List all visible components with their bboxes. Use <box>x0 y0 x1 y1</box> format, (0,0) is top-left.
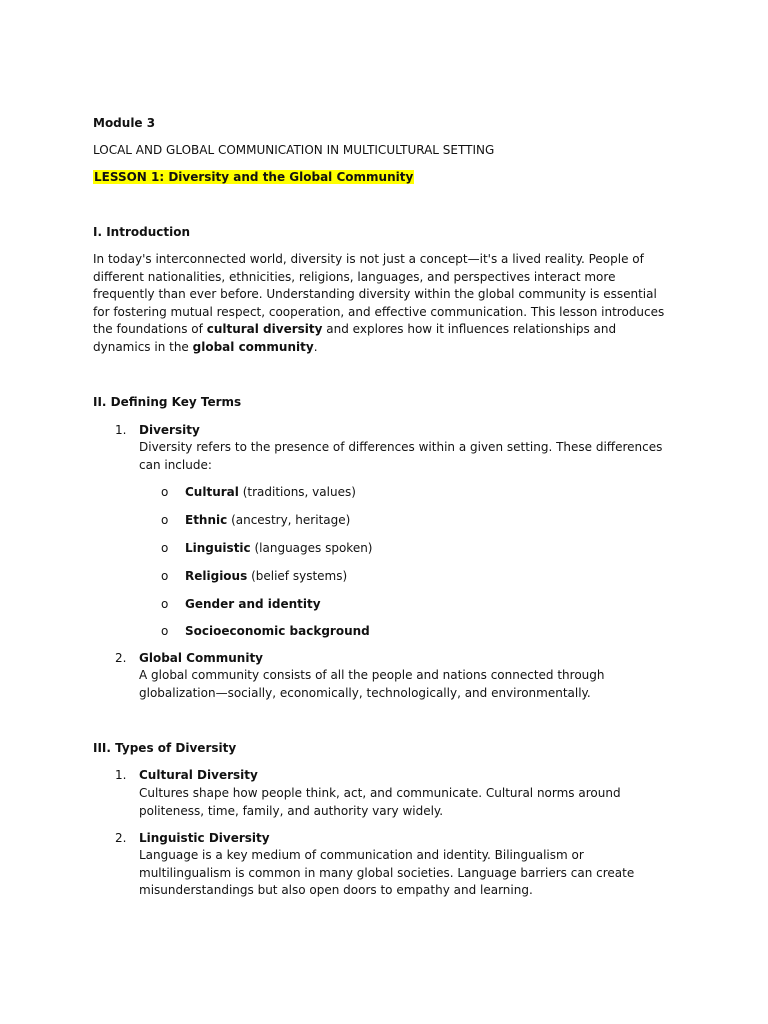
type-title-cultural: Cultural Diversity <box>139 768 258 782</box>
bullet-bold: Gender and identity <box>185 597 321 611</box>
bullet-marker: o <box>161 513 169 527</box>
list-number: 1. <box>115 423 127 437</box>
list-item <box>185 596 321 614</box>
type-title-linguistic: Linguistic Diversity <box>139 831 270 845</box>
intro-text-3: . <box>313 339 318 354</box>
course-title: LOCAL AND GLOBAL COMMUNICATION IN MULTICULTURAL SETTING <box>93 143 495 157</box>
lesson-title <box>93 169 414 187</box>
intro-text-1: In today's interconnected world, diversity is not just a concept—it's a lived reality. People of different nationalities, ethnicities, religions, languages, and perspectives interact more frequently than ever before. Understanding diversity within the global community is essential for fostering mutual respect, cooperation, and effective communication. This lesson introduces the foundations of <box>93 252 665 336</box>
type-body-cultural: Cultures shape how people think, act, and communicate. Cultural norms around politeness, time, family, and authority vary widely. <box>139 786 621 818</box>
list-item <box>185 484 356 502</box>
bullet-marker: o <box>161 541 169 555</box>
intro-bold-1: cultural diversity <box>206 322 323 336</box>
types-heading: III. Types of Diversity <box>93 741 237 755</box>
list-item <box>185 512 350 530</box>
intro-heading: I. Introduction <box>93 225 190 239</box>
list-number: 1. <box>115 768 127 782</box>
list-item <box>185 568 347 586</box>
type-body-linguistic: Language is a key medium of communication and identity. Bilingualism or multilingualism is common in many global societies. Language barriers can create misunderstandings but also open doors to empathy and learning. <box>139 848 635 897</box>
bullet-bold: Religious <box>185 569 248 583</box>
bullet-rest: (ancestry, heritage) <box>227 513 351 527</box>
bullet-bold: Cultural <box>185 485 239 499</box>
list-number: 2. <box>115 831 127 845</box>
bullet-bold: Ethnic <box>185 513 228 527</box>
bullet-rest: (belief systems) <box>247 569 348 583</box>
bullet-marker: o <box>161 597 169 611</box>
intro-text-2: and explores how it influences relationships and dynamics in the <box>93 322 617 354</box>
bullet-marker: o <box>161 624 169 638</box>
bullet-rest: (languages spoken) <box>250 541 373 555</box>
term-title-diversity: Diversity <box>139 423 200 437</box>
key-terms-heading: II. Defining Key Terms <box>93 395 242 409</box>
list-item <box>185 540 373 558</box>
term-body-global-community: A global community consists of all the people and nations connected through globalization—socially, economically, technologically, and environmentally. <box>139 668 605 700</box>
list-item <box>185 623 370 641</box>
term-body-diversity: Diversity refers to the presence of differences within a given setting. These differences can include: <box>139 440 663 472</box>
intro-bold-2: global community <box>192 339 314 354</box>
module-label: Module 3 <box>93 116 156 130</box>
bullet-bold: Socioeconomic background <box>185 624 370 638</box>
bullet-marker: o <box>161 485 169 499</box>
term-title-global-community: Global Community <box>139 651 264 665</box>
bullet-marker: o <box>161 569 169 583</box>
lesson-title-highlight: LESSON 1: Diversity and the Global Community <box>94 170 414 184</box>
intro-paragraph <box>93 251 668 356</box>
list-number: 2. <box>115 651 127 665</box>
bullet-rest: (traditions, values) <box>238 485 356 499</box>
bullet-bold: Linguistic <box>185 541 251 555</box>
